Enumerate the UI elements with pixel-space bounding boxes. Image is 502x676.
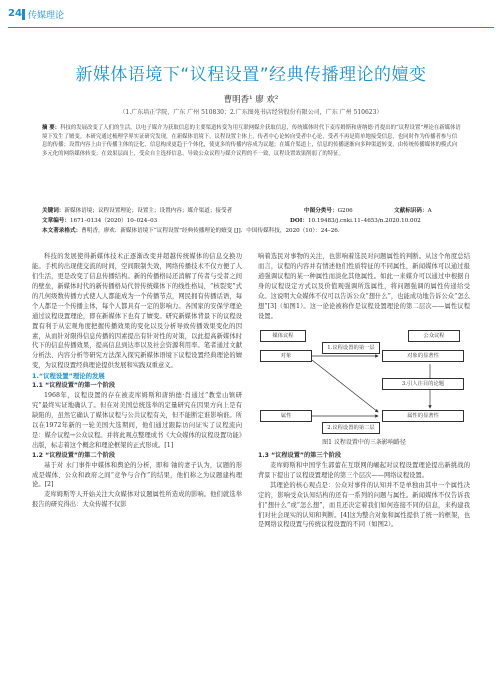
paragraph-1-1: 1968年，议程设置的存在被麦库姆斯和唐纳德·肖通过“教堂山镇研究”最终实证地确认了。但在对美国总统选举的定量研究在因果方向上是有缺陷的，虽然它确认了媒体议程与公共议程有关，但不能断定谁影响谁。所以在1972年新的一轮美国大选期间，他们通过跟踪访问证实了议程流向是：媒介议程→公众议程。并将此观点整理成书《大众媒体的议程设置功能》出版，标志着这个概念和理论框架的正式形成。[1] bbox=[32, 392, 242, 449]
figure-1-caption: 图1 议程设置中的三条影响路径 bbox=[322, 438, 406, 446]
authors: 曹明香¹ 廖 欢² bbox=[223, 95, 279, 105]
page-header bbox=[0, 0, 502, 40]
abstract-text: 科技的发展改变了人们的生活，以电子媒介为获取信息的主要渠道转变为用互联网媒介获取信息，传统媒体时代下麦库姆斯和唐纳德·肖提出的“议程设置”理论在新媒体语境下发生了嬗变。本研究通过梳理学界实证研究发现，在新媒体语境下，议程设置主体上，传者中心论转向受者中心论，受者不再是简单地接受信息，也同时作为传播者参与信息的传播；设置内容上由于传播主体的泛化，信息构成更趋于个体化，使更多的传播内容成为议题；在媒介渠道上，信息的传播逐渐向多种渠道转变，由传统传播媒体的模式向多元化的网络媒体转变；在效果层面上，受众自主选择信息，导致公众议程与媒介议程的不一致，议程设置效果削弱了的特征。 bbox=[42, 125, 461, 157]
section-heading-1: 1.“议程设置”理论的发展 bbox=[32, 372, 105, 381]
attribute-box: 属性 bbox=[260, 410, 312, 422]
header-rule bbox=[8, 27, 494, 28]
step2-box: 2.议程设置的第二层 bbox=[322, 422, 380, 434]
article-title: 新媒体语境下“议程设置”经典传播理论的嬗变 bbox=[75, 65, 427, 85]
keywords-label: 关键词： bbox=[42, 208, 65, 214]
header-divider-bar bbox=[22, 9, 25, 20]
citation-label: 本文著录格式： bbox=[42, 228, 82, 234]
paragraph-1-3b: 其理论的核心观点是：公众对事件的认知并不是单独由其中一个属性决定的，影响受众认知结构的还有一系列的问题与属性。新闻媒体不仅告诉我们“想什么”或“怎么想”，而且还决定着我们如何连接不同的信息，来构建我们对社会现实的认知和判断。[4]这为整合对象和属性提供了统一的框架，也是网络议程设置与传统议程设置的不同（如图2）。 bbox=[258, 481, 470, 529]
doc-code-label: 文献标识码： bbox=[394, 208, 428, 214]
object-salience-box: 对象的显著性 bbox=[382, 350, 464, 362]
article-info-line bbox=[42, 216, 462, 224]
paragraph-1-3a: 麦库姆斯和中国学生郭蕾在互联网的崛起对议程设置理论提出新挑战的背景下提出了议程设置理论的第三个层次——网络议程设置。 bbox=[258, 461, 470, 479]
public-agenda-box: 公众议程 bbox=[408, 330, 460, 342]
subheading-1-1: 1.1 “议程设置”的第一个阶段 bbox=[32, 382, 116, 390]
doc-code-value: A bbox=[427, 208, 432, 214]
classification-label: 中图分类号： bbox=[304, 208, 338, 214]
subheading-1-3: 1.3 “议程设置”的第三个阶段 bbox=[258, 452, 342, 460]
keywords-line bbox=[42, 206, 462, 214]
media-agenda-box: 媒体议程 bbox=[260, 330, 306, 342]
left-column bbox=[32, 252, 242, 510]
citation-text: 曹明香，廖欢．新媒体语境下“议程设置”经典传播理论的嬗变 [J]．中国传媒科技，2020（10）：24–26. bbox=[81, 228, 340, 234]
abstract bbox=[42, 124, 462, 159]
classification-value: G206 bbox=[337, 208, 353, 214]
subheading-1-2: 1.2 “议程设置”的第二个阶段 bbox=[32, 451, 116, 459]
doi-label: DOI： bbox=[290, 218, 308, 224]
right-column bbox=[258, 252, 470, 530]
affiliations: （1.广东培正学院，广东 广州 510830；2.广东图苑书店经营股份有限公司，广东 广州 510623） bbox=[119, 109, 383, 116]
abstract-label: 摘 要： bbox=[42, 125, 61, 131]
keywords-text: 新媒体语境；议程设置理论；设置主；设置内容；媒介渠道；接受者 bbox=[64, 208, 233, 214]
step3-box: 3.引人注目的论题 bbox=[382, 378, 464, 390]
article-no-value: 1671–0134（2020）10–024–03 bbox=[69, 218, 158, 224]
paragraph-1-2a: 基于对 水门事件中媒体和舆论的分析，即和 铀的妻子认为，议题的形成是媒体、公众和政府之间“竞争与合作”的结果，他们称之为议题建构理论。[2] bbox=[32, 461, 242, 489]
step1-box: 1.议程设置的第一层 bbox=[322, 342, 380, 354]
page-number: 24 bbox=[8, 8, 22, 19]
figure-1 bbox=[258, 328, 470, 436]
citation-line bbox=[42, 226, 462, 234]
intro-paragraph: 科技的发展使得新媒体技术正逐渐改变并超越传统媒体的信息交换功能。手机的出现使交流的时间，空间限制失效，网络传播技术不仅方便了人们生活，更是改变了信息传播结构。新的传播格局还消解了传者与受者之间的壁垒，新媒体时代的新传播格局代替传统媒体下的线性格局，“核裂变”式的几何级数传播方式使人人都能成为一个传播节点，网民拥有传播话语，每个人都是一个传播主体，每个人都具有一定的影响力。各国家的安保学理论通过议程设置理论，即在新媒体下也有了嬗变。研究新媒体背景下的议程设置有利于从宏观角度把握传播效果的变化以及分析导致传播效果变化的因素，从而针对限得信息传播的因素提出有针对性的对策，以此提高新媒体时代下的信息传播效果，提高信息到达率以及社会资源利用率。笔者通过文献分析法、内容分析等研究方法深入探究新媒体语境下议程设置经典理论的嬗变，为议程设置经典理论提供发展和实践双重意义。 bbox=[32, 253, 242, 370]
paragraph-1-2b: 麦库姆斯等人开始关注大众媒体对议题属性所造成的影响。他们就选举报告的研究得出：大众传媒不仅影 bbox=[32, 491, 242, 509]
paragraph-continued: 响着选民对事物的关注，也影响着选民对问题属性的判断。从这个角度总结而言，议程的内容并有情述他们性质特征的不同属性，新闻媒体可以通过报道强调议程的某一种属性而淡化其他属性。如此一来媒介可以通过中根据自身的议程设定方式以及价值观强调所选属性，将问题强调的属性传递给受众。这说明大众媒体不仅可以告诉公众“想什么”，也能成功地告诉公众“怎么想”[3]（如图1）。这一论论被称作是议程设置理论的第二层次——属性议程设置。 bbox=[258, 253, 470, 320]
section-label: 传媒理论 bbox=[28, 11, 65, 21]
doi-value: 10.19483/j.cnki.11–4653/n.2020.10.002 bbox=[307, 218, 421, 224]
article-no-label: 文章编号： bbox=[42, 218, 70, 224]
object-box: 对象 bbox=[260, 350, 312, 362]
attribute-salience-box: 属性的显著性 bbox=[382, 410, 464, 422]
